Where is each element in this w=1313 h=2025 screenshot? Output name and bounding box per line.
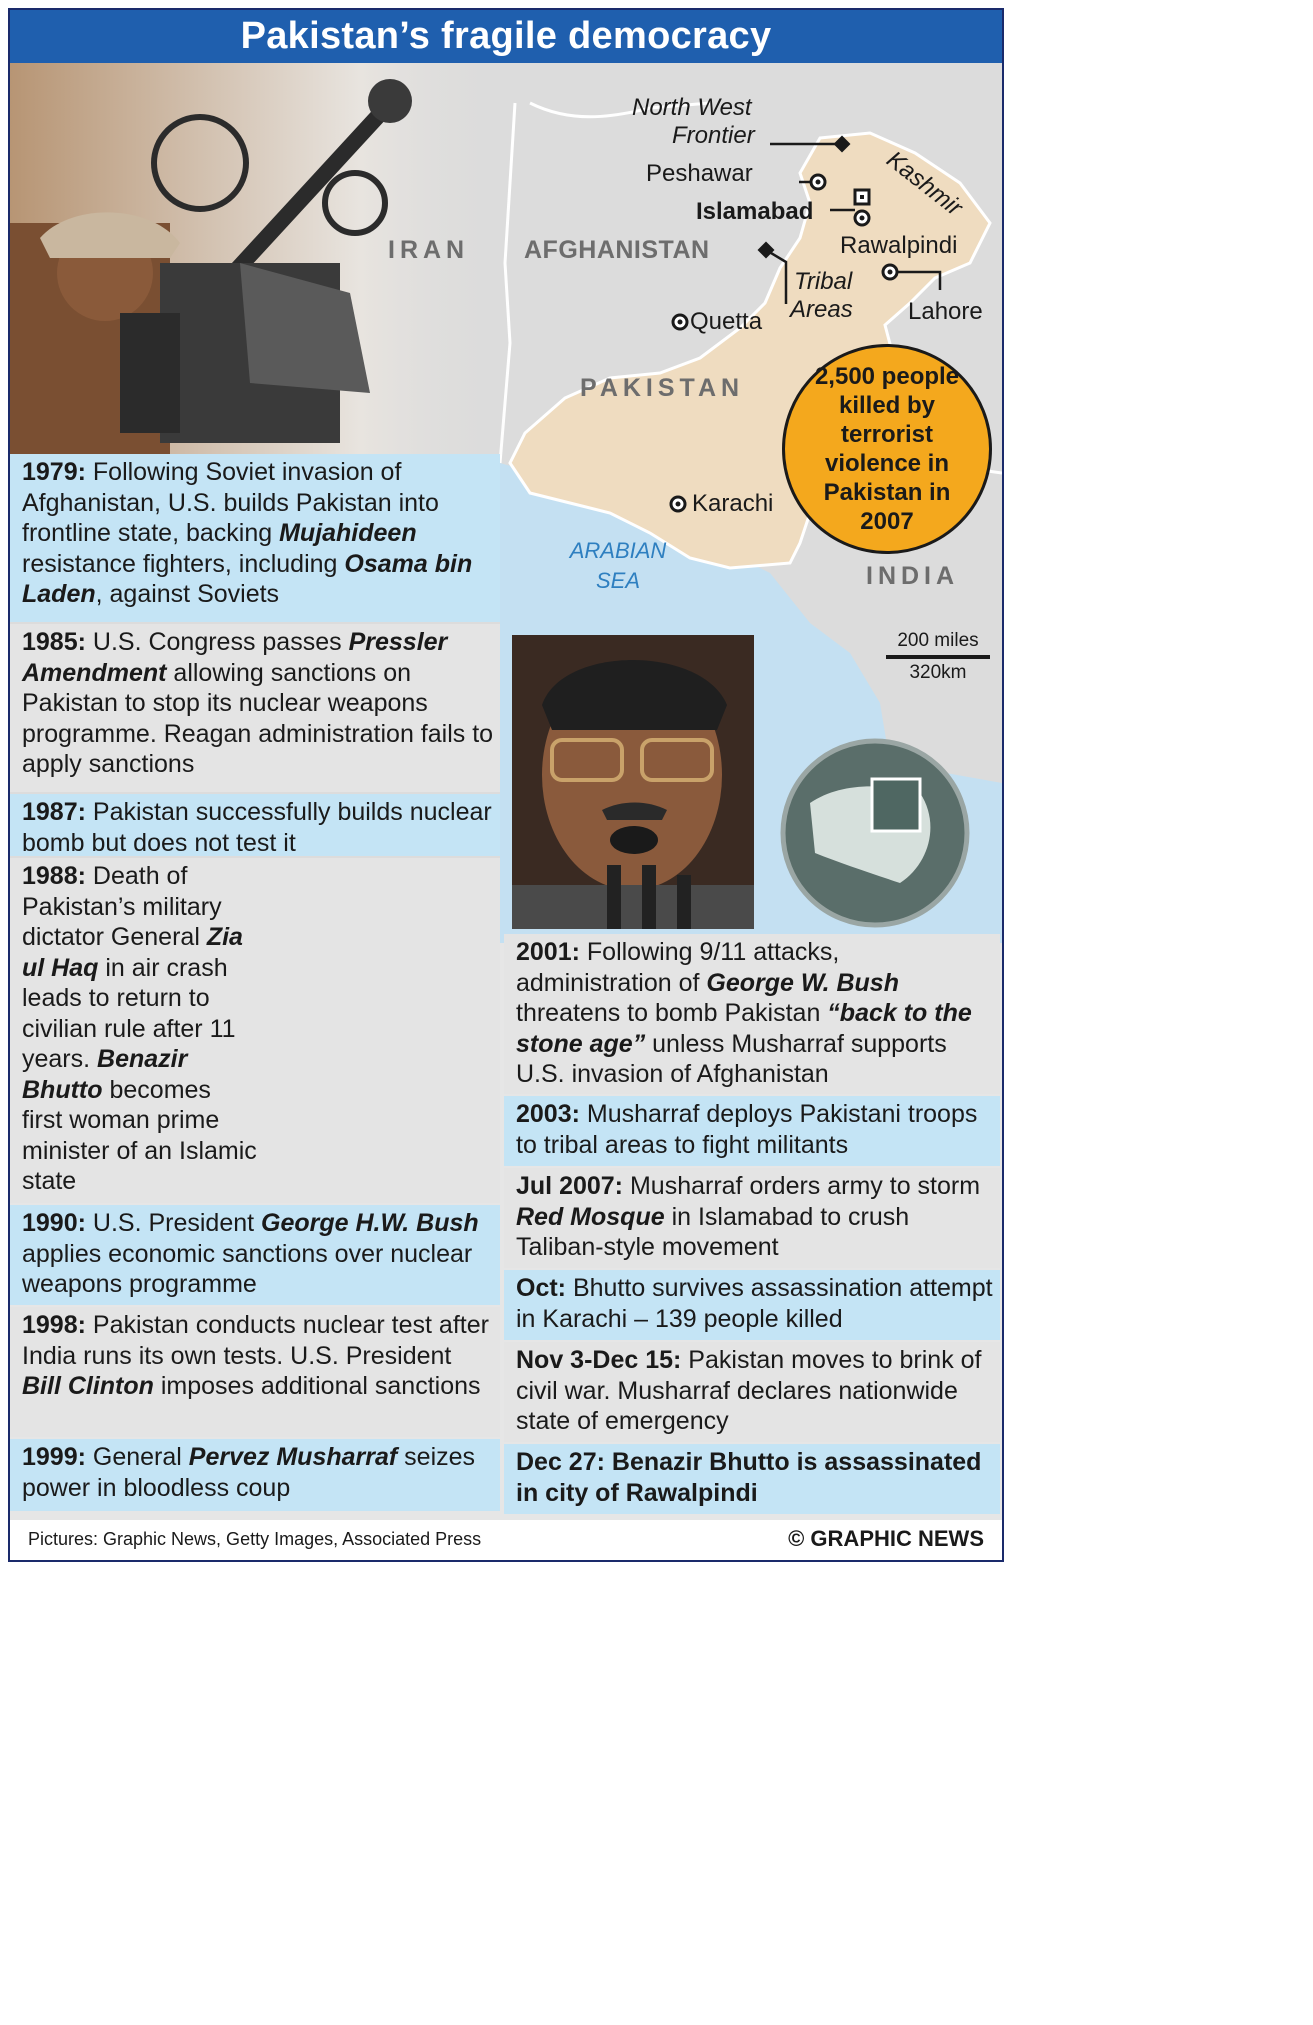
- page-title: Pakistan’s fragile democracy: [10, 10, 1002, 63]
- timeline-date: 1990:: [22, 1209, 86, 1237]
- timeline-entry: [10, 624, 500, 792]
- scale-bar: [886, 655, 990, 659]
- timeline-text: Bhutto survives assassination attempt in Karachi – 139 people killed: [516, 1274, 993, 1333]
- timeline-highlight: Osama bin Laden: [22, 549, 473, 608]
- timeline-text: Following 9/11 attacks, administration of: [516, 938, 840, 997]
- timeline-date: 2001:: [516, 938, 580, 966]
- timeline-date: Dec 27: Benazir Bhutto is assassinated in city of Rawalpindi: [516, 1448, 982, 1507]
- timeline-entry: [504, 934, 1000, 1094]
- afghanistan-label: AFGHANISTAN: [524, 236, 710, 264]
- india-label: INDIA: [866, 562, 960, 590]
- timeline-text: resistance fighters, including: [22, 549, 345, 578]
- timeline-entry: [10, 858, 500, 1203]
- photo-credits: Pictures: Graphic News, Getty Images, Associated Press: [28, 1529, 482, 1549]
- islamabad-label: Islamabad: [696, 198, 814, 225]
- timeline-text: imposes additional sanctions: [153, 1372, 481, 1400]
- timeline-text: allowing sanctions on Pakistan to stop its nuclear weapons programme. Reagan administration fails to apply sanctions: [22, 658, 494, 778]
- map-scale: [886, 630, 990, 684]
- timeline-text: unless Musharraf supports U.S. invasion of Afghanistan: [516, 1029, 947, 1088]
- timeline-highlight: George W. Bush: [706, 968, 899, 997]
- timeline-date: Jul 2007:: [516, 1172, 624, 1200]
- sea-label-line2: SEA: [595, 568, 641, 593]
- timeline-text: Musharraf orders army to storm: [623, 1172, 981, 1200]
- musharraf-photo: [512, 635, 754, 929]
- timeline-entry: [10, 1205, 500, 1305]
- timeline-text: becomes first woman prime minister of an Islamic state: [22, 1075, 257, 1195]
- timeline-highlight: Red Mosque: [516, 1202, 665, 1231]
- timeline-highlight: George H.W. Bush: [261, 1209, 479, 1237]
- timeline-text: U.S. President: [85, 1209, 262, 1237]
- copyright: © GRAPHIC NEWS: [788, 1526, 984, 1551]
- timeline-text: Musharraf deploys Pakistani troops to tribal areas to fight militants: [516, 1100, 978, 1159]
- timeline-entry: [504, 1270, 1000, 1340]
- timeline-entry: [504, 1096, 1000, 1166]
- timeline-text: , against Soviets: [95, 580, 280, 608]
- timeline-highlight: Pervez Musharraf: [188, 1443, 398, 1471]
- timeline-entry: [10, 454, 500, 622]
- scale-miles: 200 miles: [897, 630, 979, 651]
- timeline-text: Following Soviet invasion of Afghanistan, U.S. builds Pakistan into frontline state, backing: [22, 458, 439, 547]
- timeline-entry: [10, 1307, 500, 1437]
- casualty-stat-text: 2,500 people killed by terrorist violence in Pakistan in 2007: [814, 363, 960, 535]
- timeline-entry: [504, 1444, 1000, 1514]
- pakistan-label: PAKISTAN: [580, 374, 745, 402]
- timeline-text: Pakistan moves to brink of civil war. Musharraf declares nationwide state of emergency: [516, 1346, 982, 1435]
- timeline-text: General: [85, 1443, 189, 1471]
- timeline-highlight: “back to the stone age”: [516, 999, 972, 1058]
- timeline-entry: [504, 1342, 1000, 1442]
- timeline-date: Oct:: [516, 1274, 566, 1302]
- timeline-date: 1979:: [22, 458, 86, 486]
- timeline-date: 1998:: [22, 1311, 86, 1339]
- timeline-text: U.S. Congress passes: [85, 628, 349, 656]
- lahore-label: Lahore: [908, 298, 983, 325]
- quetta-label: Quetta: [690, 308, 763, 335]
- timeline-text: in air crash leads to return to civilian rule after 11 years.: [22, 953, 236, 1073]
- casualty-stat-badge: [782, 344, 992, 554]
- timeline-text: applies economic sanctions over nuclear weapons programme: [22, 1239, 473, 1298]
- timeline-highlight: Zia ul Haq: [22, 923, 243, 982]
- timeline-highlight: Mujahideen: [279, 519, 417, 547]
- timeline-highlight: Bill Clinton: [22, 1372, 154, 1400]
- nwf-label-line2: Frontier: [672, 122, 755, 149]
- timeline-date: 1988:: [22, 862, 86, 890]
- karachi-label: Karachi: [692, 490, 774, 517]
- nwf-label-line1: North West: [632, 94, 752, 121]
- timeline-text: seizes power in bloodless coup: [22, 1443, 476, 1502]
- kashmir-label: Kashmir: [881, 146, 968, 222]
- rawalpindi-label: Rawalpindi: [840, 232, 958, 259]
- timeline-date: 1999:: [22, 1443, 86, 1471]
- timeline-text: in Islamabad to crush Taliban-style movement: [516, 1202, 910, 1261]
- footer: [10, 1520, 1002, 1560]
- timeline-entry: [10, 1439, 500, 1511]
- infographic: [8, 8, 1004, 1562]
- timeline-date: 2003:: [516, 1100, 580, 1128]
- timeline-date: 1985:: [22, 628, 86, 656]
- iran-label: IRAN: [388, 236, 470, 264]
- timeline-entry: [10, 794, 500, 856]
- locator-globe: [783, 741, 967, 925]
- timeline-date: 1987:: [22, 798, 86, 826]
- timeline-text: Pakistan conducts nuclear test after India runs its own tests. U.S. President: [22, 1311, 489, 1370]
- timeline-text: Pakistan successfully builds nuclear bomb but does not test it: [22, 798, 492, 857]
- timeline-text: threatens to bomb Pakistan: [516, 999, 828, 1027]
- timeline-text: Death of Pakistan’s military dictator General: [22, 862, 222, 951]
- timeline-entry: [504, 1168, 1000, 1268]
- scale-km: 320km: [909, 662, 967, 683]
- timeline-highlight: Benazir Bhutto: [22, 1045, 188, 1104]
- sea-label-line1: ARABIAN: [569, 538, 667, 563]
- timeline-highlight: Pressler Amendment: [22, 628, 448, 687]
- tribal-label-line1: Tribal: [794, 268, 853, 295]
- tribal-label-line2: Areas: [790, 296, 853, 323]
- peshawar-label: Peshawar: [646, 160, 753, 187]
- timeline-date: Nov 3-Dec 15:: [516, 1346, 682, 1374]
